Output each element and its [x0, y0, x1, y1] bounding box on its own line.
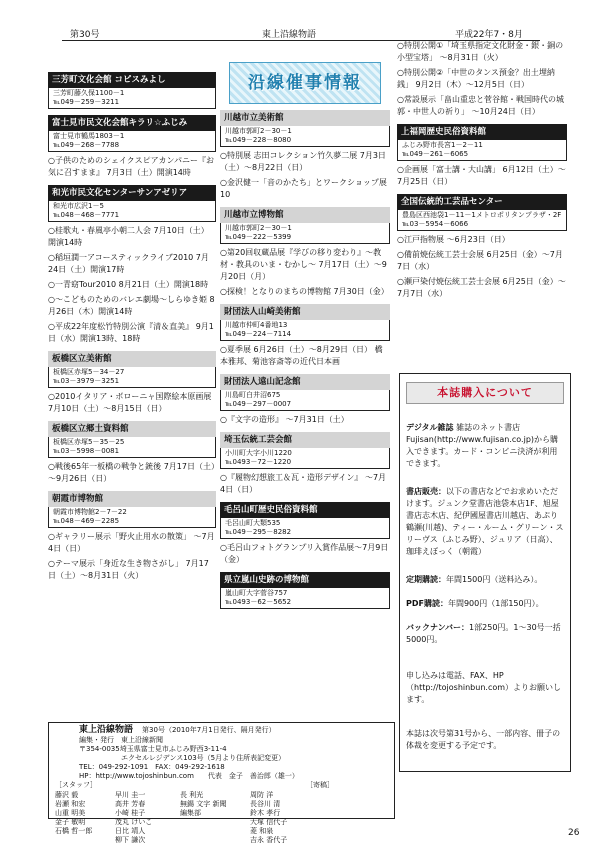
- backnumber-text: 1部250円。1～30号一括5000円。: [406, 623, 561, 644]
- event-item: ○瀬戸染付焼伝統工芸士会展 6月25日（金）～7月7日（水）: [397, 277, 566, 298]
- event-item: ○『履物幻想旅工＆瓦・造形デザイン』 ～7月4日（日）: [220, 473, 387, 494]
- venue-address: 板橋区赤塚5－35－25 ℡03－5998－0081: [48, 437, 216, 458]
- backnumber-label: バックナンバー：: [406, 623, 470, 632]
- event-item: ○特別公開①「埼玉県指定文化財金・銀・銅の小型宝塔」 ～8月31日（火）: [397, 41, 564, 62]
- staff-col-1: 藤沢 毅 岩瀬 和宏 山重 明美 金子 敏明 石橋 哲一郎: [55, 791, 93, 835]
- event-item: ○稲垣潤一アコースティックライブ2010 7月24日（土）開演17時: [48, 253, 209, 274]
- event-item: ○第20回収蔵品展『学びの移り変わり』～教材・教具のいま・むかし～ 7月17日（土）～9月20日（月）: [220, 248, 387, 281]
- staff-label: ［スタッフ］: [55, 781, 97, 789]
- newsletter-title: 東上沿線物語: [262, 30, 317, 40]
- venue-heading: 県立嵐山史跡の博物館: [220, 572, 390, 588]
- colophon-lines: 編集・発行 東上沿線新聞 〒354-0035埼玉県富士見市ふじみ野西3-11-4 エクセルレジデンス103号（5月より住所表記変更） TEL：049-292-1091 FAX：049-292-1618 HP：http://www.tojoshinbun.com 代表 金子 善治郎（雄一）: [79, 736, 299, 780]
- venue-address: 川越市郭町2－30－1 ℡049－222－5399: [220, 223, 390, 244]
- event-item: ○特別展 志田コレクション竹久夢二展 7月3日（土）～8月22日（日）: [220, 151, 386, 172]
- venue-heading: 財団法人遠山記念館: [220, 374, 390, 390]
- event-item: ○備前焼伝統工芸士会展 6月25日（金）～7月7日（水）: [397, 250, 563, 271]
- digital-text: 雑誌のネット書店Fujisan(http://www.fujisan.co.jp)から購入できます。カード・コンビニ決済が利用できます。: [406, 423, 559, 468]
- venue-address: 嵐山町大字菅谷757 ℡0493－62－5652: [220, 588, 390, 609]
- event-item: ○戦後65年一板橋の戦争と銃後 7月17日（土）～9月26日（日）: [48, 462, 215, 483]
- pdf-label: PDF購読：: [406, 599, 448, 608]
- colophon-meta: 第30号（2010年7月1日発行、隔月発行）: [142, 726, 276, 734]
- event-item: ○テーマ展示「身近な生き物さがし」 7月17日（土）～8月31日（火）: [48, 559, 209, 580]
- venue-address: 三芳町藤久保1100－1 ℡049－259－3211: [48, 88, 216, 109]
- venue-heading: 川越市立美術館: [220, 110, 390, 126]
- venue-heading: 三芳町文化会館 コピスみよし: [48, 72, 216, 88]
- purchase-info-box: [399, 373, 571, 772]
- event-item: ○企画展「富士講・大山講」 6月12日（土）～7月25日（日）: [397, 165, 566, 186]
- event-item: ○探検！となりのまちの博物館 7月30日（金）: [220, 287, 389, 296]
- event-item: ○金沢健一「音のかたち」とワークショップ展10: [220, 178, 387, 199]
- subscription-label: 定期購読：: [406, 575, 446, 584]
- page-number: 26: [568, 828, 580, 838]
- event-item: ○平成22年度松竹特別公演『清＆直美』 9月1日（水）開演13時、18時: [48, 322, 214, 343]
- next-issue-note: 本誌は次号第31号から、一部内容、冊子の体裁を変更する予定です。: [406, 729, 561, 750]
- subscription-text: 年間1500円（送料込み）。: [446, 575, 543, 584]
- venue-address: 小川町大字小川1220 ℡0493－72－1220: [220, 448, 390, 469]
- event-item: ○～こどものためのバレエ劇場～しらゆき姫 8月26日（木）開演14時: [48, 295, 215, 316]
- venue-address: 川島町白井沼675 ℡049－297－0007: [220, 390, 390, 411]
- venue-address: 和光市広沢1－5 ℡048－468－7771: [48, 201, 216, 222]
- event-item: ○毛呂山フォトグランプリ入賞作品展～7月9日（金）: [220, 543, 389, 564]
- guest-label: ［寄稿］: [306, 781, 334, 789]
- event-item: ○『文字の造形』 ～7月31日（土）: [220, 415, 349, 424]
- venue-heading: 板橋区立美術館: [48, 351, 216, 367]
- guest-col: 周防 洋 長谷川 清 鈴木 孝行 大塚 信代子 菱 和泉 吉永 香代子: [250, 791, 288, 844]
- apply-text: 申し込みは電話、FAX、HP（http://tojoshinbun.com）よりお願いします。: [406, 671, 562, 704]
- event-item: ○常設展示「畠山重忠と菅谷館・戦国時代の城郭・中世人の祈り」 ～10月24日（日）: [397, 95, 564, 116]
- pdf-text: 年間900円（1部150円）。: [447, 599, 544, 608]
- colophon-box: [48, 722, 395, 844]
- purchase-title-badge: [406, 382, 564, 404]
- venue-heading: 和光市民文化センターサンアゼリア: [48, 185, 216, 201]
- purchase-title: 本誌購入について: [437, 386, 533, 399]
- venue-heading: 毛呂山町歴史民俗資料館: [220, 502, 390, 518]
- venue-heading: 全国伝統的工芸品センター: [397, 194, 567, 210]
- event-item: ○桂歌丸・春風亭小朝二人会 7月10日（土）開演14時: [48, 226, 209, 247]
- venue-address: 毛呂山町大類535 ℡049－295－8282: [220, 518, 390, 539]
- column-left: [48, 66, 216, 582]
- event-item: ○2010イタリア・ボローニャ国際絵本原画展 7月10日（土）～8月15日（日）: [48, 392, 212, 413]
- venue-address: ふじみ野市長宮1－2－11 ℡049－261－6065: [397, 140, 567, 161]
- venue-heading: 財団法人山崎美術館: [220, 304, 390, 320]
- staff-col-3: 長 利光 無錫 文字 新聞 編集部: [180, 791, 227, 817]
- events-banner: [229, 62, 381, 104]
- venue-address: 川越市仲町4番地13 ℡049－224－7114: [220, 320, 390, 341]
- colophon-heading: [49, 723, 394, 736]
- store-text: 以下の書店などでお求めいただけます。ジュンク堂書店池袋本店1F、旭屋書店志木店、紀伊國屋書店川越店、あぷり鶴瀬(川越)、ティー・ルーム・グリーン・スリーヴス（ふじみ野）、ジュリア（日高）、珈琲えぼっく（朝霞）: [406, 487, 564, 556]
- venue-address: 朝霞市博物館2－7－22 ℡048－469－2285: [48, 507, 216, 528]
- issue-number: 第30号: [70, 30, 100, 40]
- event-item: ○夏季展 6月26日（土）～8月29日（日） 橋本雅邦、菊池容斎等の近代日本画: [220, 345, 383, 366]
- issue-date: 平成22年7・8月: [455, 30, 523, 40]
- banner-text: 沿線催事情報: [248, 73, 362, 93]
- venue-address: 板橋区赤塚5－34－27 ℡03－3979－3251: [48, 367, 216, 388]
- event-item: ○特別公開②「中世のタンス預金？出土埋納銭」 9月2日（木）～12月5日（日）: [397, 68, 555, 89]
- venue-address: 川越市郭町2－30－1 ℡049－228－8080: [220, 126, 390, 147]
- staff-list: [49, 791, 394, 845]
- event-item: ○子供のためのシェイクスピアカンパニー『お気に召すまま』 7月3日（土）開演14時: [48, 156, 214, 177]
- purchase-body: [400, 410, 570, 764]
- event-item: ○一青窈Tour2010 8月21日（土）開演18時: [48, 280, 209, 289]
- venue-heading: 埼玉伝統工芸会館: [220, 432, 390, 448]
- staff-col-2: 早川 圭一 高井 芳春 小崎 桂子 茂丸 けいこ 日比 靖人 柳下 謙次: [115, 791, 153, 844]
- event-item: ○江戸指物展 ～6月23日（日）: [397, 235, 510, 244]
- venue-heading: 上福岡歴史民俗資料館: [397, 124, 567, 140]
- venue-heading: 富士見市民文化会館キラリ☆ふじみ: [48, 115, 216, 131]
- column-middle: [220, 62, 390, 609]
- column-right: [397, 37, 567, 300]
- store-label: 書店販売：: [406, 487, 446, 496]
- venue-address: 豊島区西池袋1－11－1メトロポリタンプラザ・2F ℡03－5954－6066: [397, 210, 567, 231]
- colophon-title: 東上沿線物語: [79, 725, 134, 735]
- digital-label: デジタル雑誌: [406, 423, 454, 432]
- venue-heading: 板橋区立郷土資料館: [48, 421, 216, 437]
- venue-heading: 朝霞市博物館: [48, 491, 216, 507]
- event-item: ○ギャラリー展示「野火止用水の散策」 ～7月4日（日）: [48, 532, 215, 553]
- venue-heading: 川越市立博物館: [220, 207, 390, 223]
- venue-address: 富士見市鶴馬1803－1 ℡049－268－7788: [48, 131, 216, 152]
